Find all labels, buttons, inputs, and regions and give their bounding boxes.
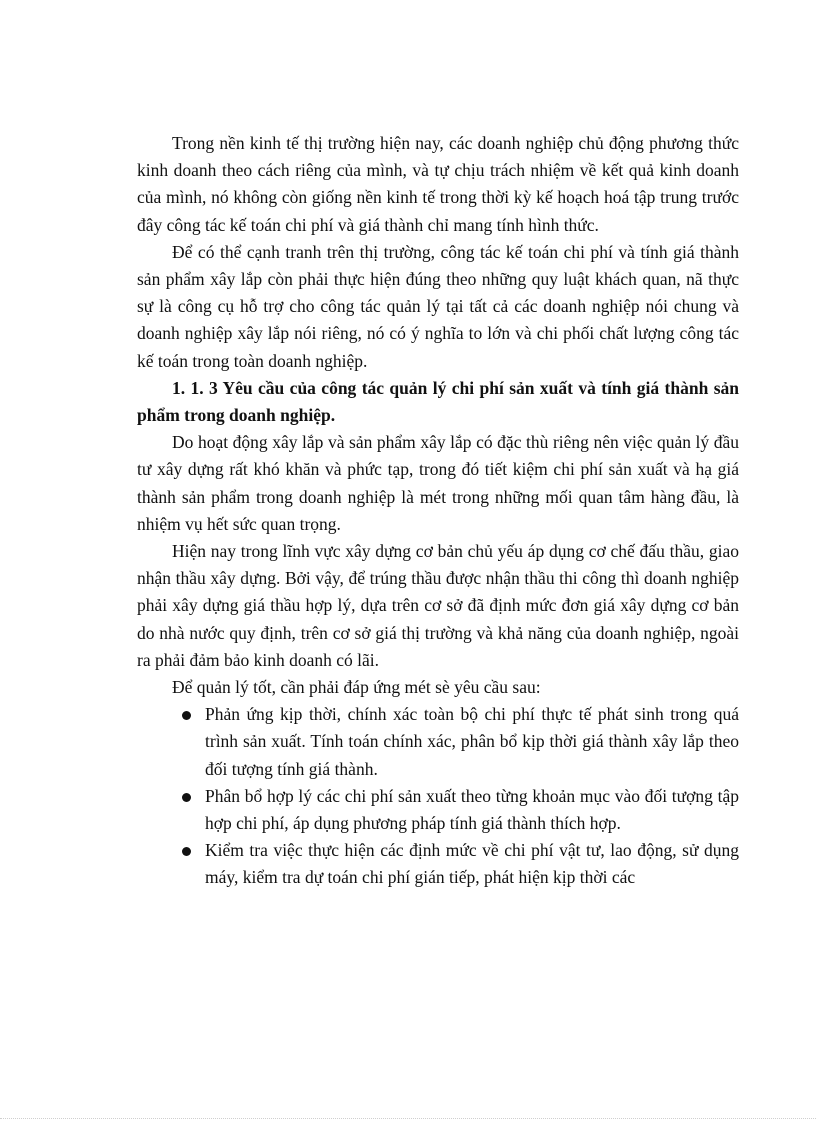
paragraph-construction-activity: Do hoạt động xây lắp và sản phẩm xây lắp có đặc thù riêng nên việc quản lý đầu tư xây dựng rất khó khăn và phức tạp, trong đó tiết kiệm chi phí sản xuất và hạ giá thành sản phẩm trong doanh nghiệp là mét trong những mối quan tâm hàng đầu, là nhiệm vụ hết sức quan trọng. xyxy=(137,432,739,534)
bullet-dot-icon xyxy=(182,793,191,802)
paragraph-competition: Để có thể cạnh tranh trên thị trường, công tác kế toán chi phí và tính giá thành sản phẩm xây lắp còn phải thực hiện đúng theo những quy luật khách quan, nã thực sự là công cụ hỗ trợ cho công tác quản lý tại tất cả các doanh nghiệp nói chung và doanh nghiệp xây lắp nói riêng, nó có ý nghĩa to lớn và chi phối chất lượng công tác kế toán trong toàn doanh nghiệp. xyxy=(137,241,739,371)
paragraph-bidding: Hiện nay trong lĩnh vực xây dựng cơ bản chủ yếu áp dụng cơ chế đấu thầu, giao nhận thầu xây dựng. Bởi vậy, để trúng thầu được nhận thầu thi công thì doanh nghiệp phải xây dựng giá thầu hợp lý, dựa trên cơ sở đã định mức đơn giá xây dựng cơ bản do nhà nước quy định, trên cơ sở giá thị trường và khả năng của doanh nghiệp, ngoài ra phải đảm bảo kinh doanh có lãi. xyxy=(137,541,739,670)
list-item-text: Phản ứng kịp thời, chính xác toàn bộ chi phí thực tế phát sinh trong quá trình sản xuất. Tính toán chính xác, phân bổ kịp thời giá thành xây lắp theo đối tượng tính giá thành. xyxy=(205,704,739,779)
requirements-list xyxy=(137,701,739,891)
section-heading: 1. 1. 3 Yêu cầu của công tác quản lý chi phí sản xuất và tính giá thành sản phẩm trong doanh nghiệp. xyxy=(137,377,739,426)
bullet-dot-icon xyxy=(182,711,191,720)
paragraph-market-economy: Trong nền kinh tế thị trường hiện nay, các doanh nghiệp chủ động phương thức kinh doanh theo cách riêng của mình, và tự chịu trách nhiệm về kết quả kinh doanh của mình, nó không còn giống nền kinh tế trong thời kỳ kế hoạch hoá tập trung trước đây công tác kế toán chi phí và giá thành chỉ mang tính hình thức. xyxy=(137,133,739,235)
list-item-text: Phân bổ hợp lý các chi phí sản xuất theo từng khoản mục vào đối tượng tập hợp chi phí, áp dụng phương pháp tính giá thành thích hợp. xyxy=(205,785,739,834)
list-item-text: Kiểm tra việc thực hiện các định mức về chi phí vật tư, lao động, sử dụng máy, kiểm tra dự toán chi phí gián tiếp, phát hiện kịp thời các xyxy=(205,840,739,888)
list-item xyxy=(137,701,739,783)
list-item xyxy=(137,783,739,837)
list-item xyxy=(137,837,739,891)
paragraph-requirements-intro: Để quản lý tốt, cần phải đáp ứng mét sè yêu cầu sau: xyxy=(172,677,541,698)
bullet-dot-icon xyxy=(182,847,191,856)
page-bottom-divider xyxy=(0,1118,816,1119)
document-body xyxy=(137,130,739,892)
